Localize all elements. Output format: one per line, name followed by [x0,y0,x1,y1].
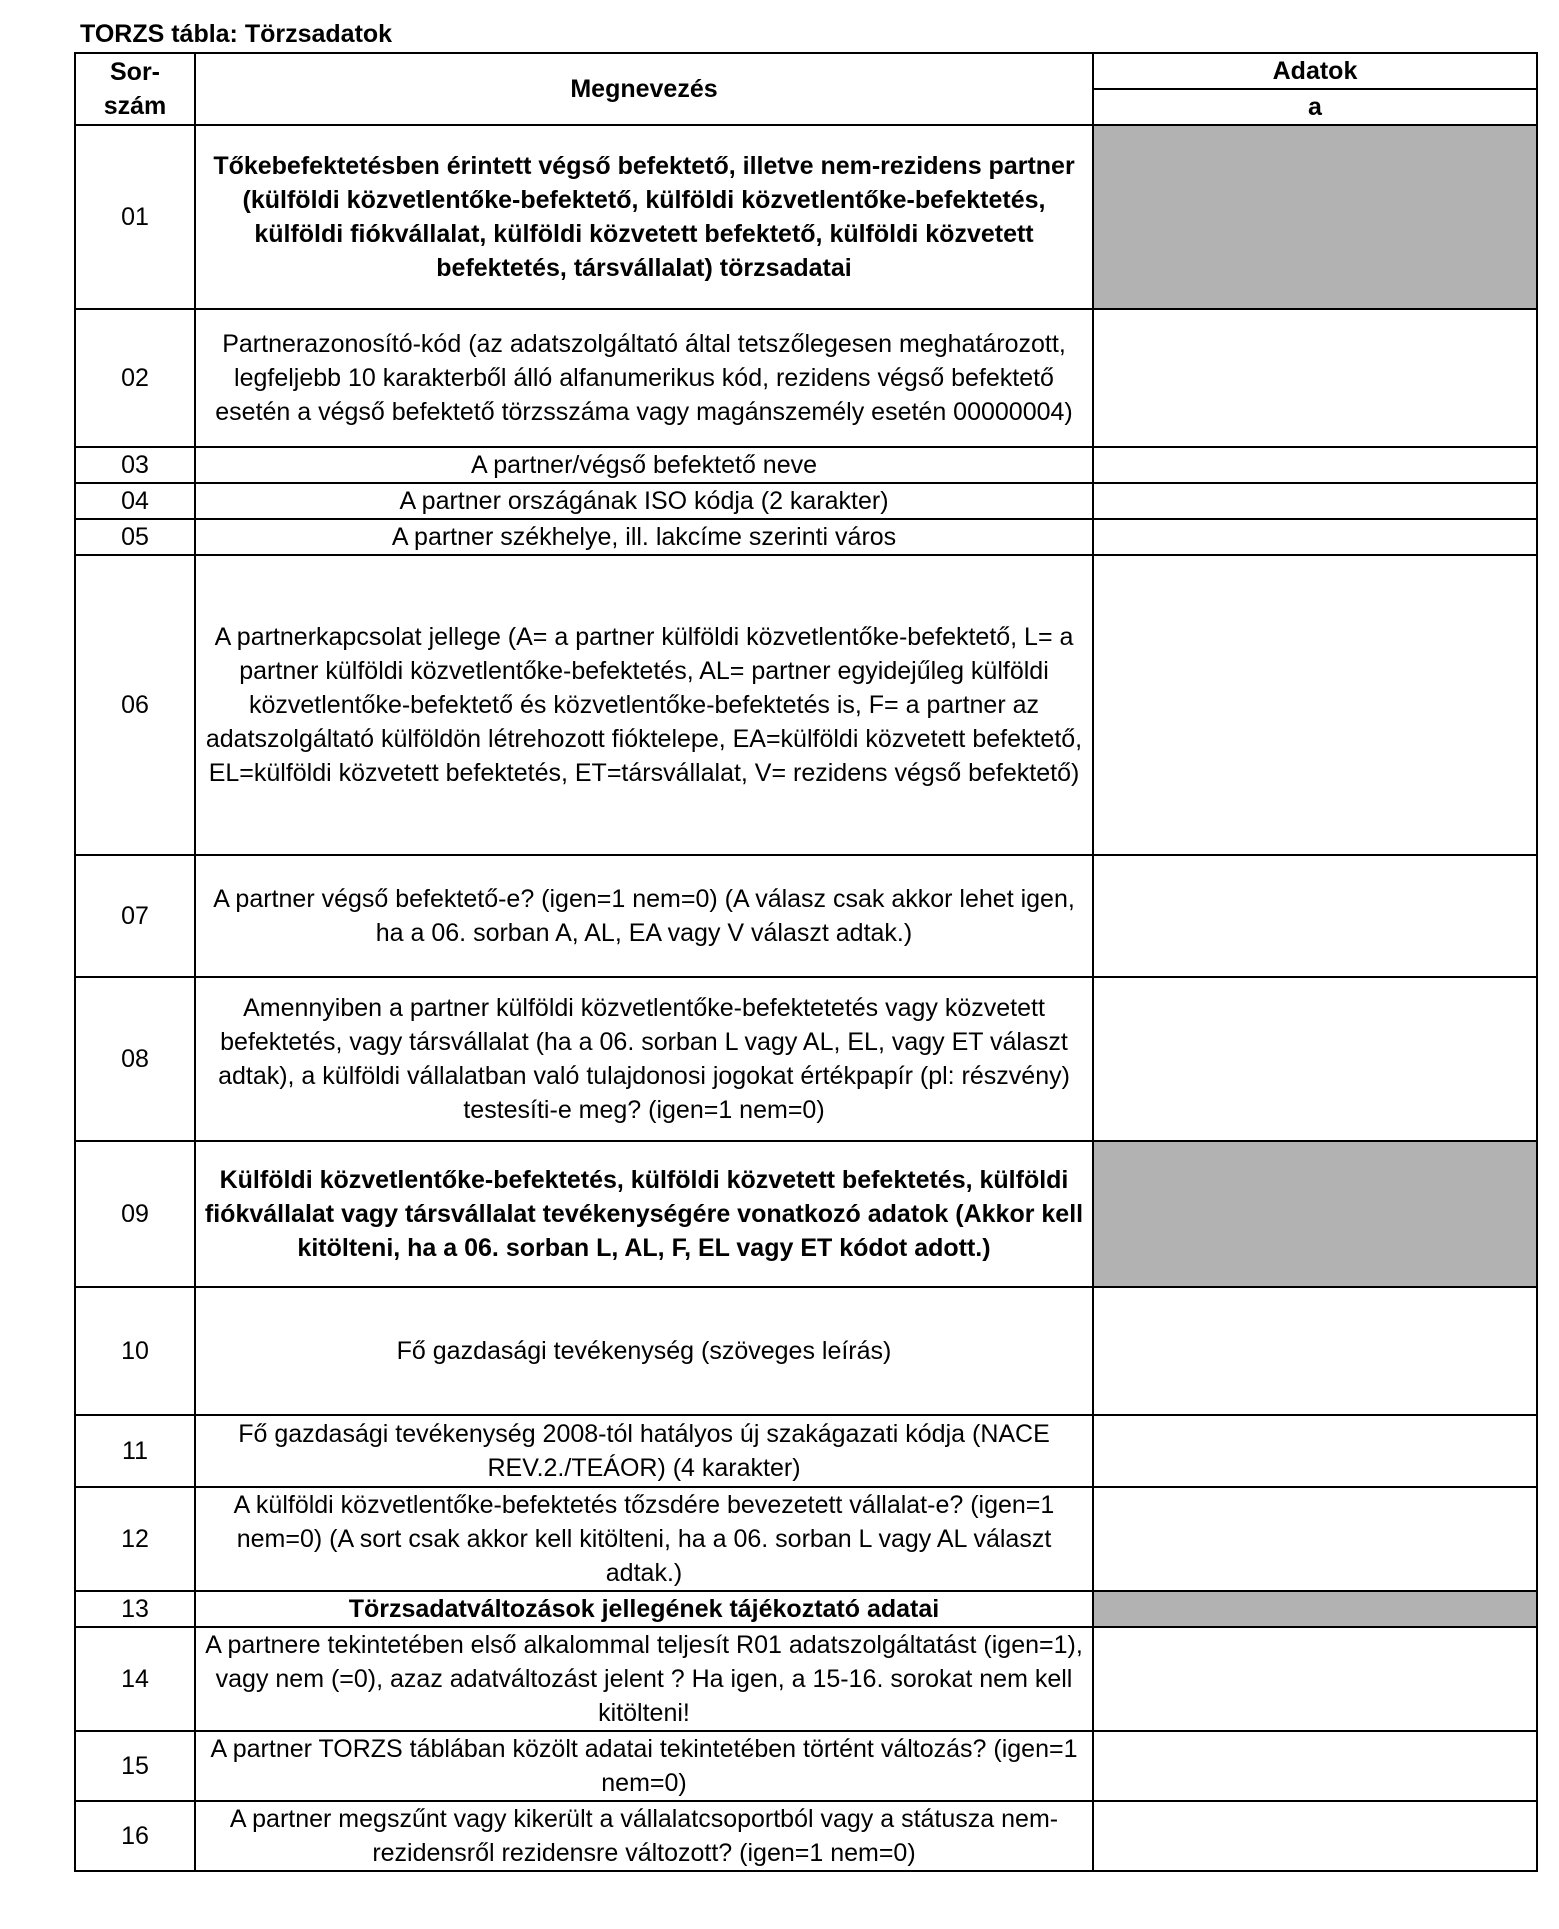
table-row [75,1415,1537,1487]
data-cell-a[interactable] [1093,483,1537,519]
row-number: 05 [75,519,195,555]
table-row [75,855,1537,977]
table-row [75,1141,1537,1287]
data-cell-a[interactable] [1093,1415,1537,1487]
row-number: 07 [75,855,195,977]
row-number: 12 [75,1487,195,1591]
row-description: Fő gazdasági tevékenység 2008-tól hatályos új szakágazati kódja (NACE REV.2./TEÁOR) (4 karakter) [195,1415,1093,1487]
header-adatok: Adatok [1093,53,1537,89]
row-number: 16 [75,1801,195,1871]
table-row [75,1801,1537,1871]
torzs-table [74,52,1538,1872]
data-cell-a[interactable] [1093,555,1537,855]
data-cell-a[interactable] [1093,1627,1537,1731]
table-row [75,1287,1537,1415]
row-description: A partner megszűnt vagy kikerült a vállalatcsoportból vagy a státusza nem-rezidensről rezidensre változott? (igen=1 nem=0) [195,1801,1093,1871]
row-description: A partnerkapcsolat jellege (A= a partner külföldi közvetlentőke-befektető, L= a partner külföldi közvetlentőke-befektetés, AL= partner egyidejűleg külföldi közvetlentőke-befektető és közvetlentőke-befektetés is, F= a partner az adatszolgáltató külföldön létrehozott fióktelepe, EA=külföldi közvetett befektető, EL=külföldi közvetett befektetés, ET=társvállalat, V= rezidens végső befektető) [195,555,1093,855]
table-row [75,977,1537,1141]
header-sorszam-label: Sor- szám [103,58,167,120]
header-sorszam [75,53,195,125]
row-description: A partner/végső befektető neve [195,447,1093,483]
table-row [75,555,1537,855]
row-number: 04 [75,483,195,519]
row-number: 13 [75,1591,195,1627]
data-cell-shaded [1093,1141,1537,1287]
row-description: A külföldi közvetlentőke-befektetés tőzsdére bevezetett vállalat-e? (igen=1 nem=0) (A sort csak akkor kell kitölteni, ha a 06. sorban L vagy AL választ adtak.) [195,1487,1093,1591]
row-description: A partner TORZS táblában közölt adatai tekintetében történt változás? (igen=1 nem=0) [195,1731,1093,1801]
row-description: Törzsadatváltozások jellegének tájékoztató adatai [195,1591,1093,1627]
header-megnevezes: Megnevezés [195,53,1093,125]
header-row [75,53,1537,89]
data-cell-a[interactable] [1093,855,1537,977]
data-cell-a[interactable] [1093,977,1537,1141]
row-number: 01 [75,125,195,309]
table-row [75,483,1537,519]
data-cell-a[interactable] [1093,1487,1537,1591]
row-description: A partner végső befektető-e? (igen=1 nem=0) (A válasz csak akkor lehet igen, ha a 06. sorban A, AL, EA vagy V választ adtak.) [195,855,1093,977]
row-description: A partner országának ISO kódja (2 karakter) [195,483,1093,519]
row-number: 15 [75,1731,195,1801]
row-description: Fő gazdasági tevékenység (szöveges leírás) [195,1287,1093,1415]
data-cell-a[interactable] [1093,519,1537,555]
row-description: Tőkebefektetésben érintett végső befektető, illetve nem-rezidens partner (külföldi közvetlentőke-befektető, külföldi közvetlentőke-befektetés, külföldi fiókvállalat, külföldi közvetett befektető, külföldi közvetett befektetés, társvállalat) törzsadatai [195,125,1093,309]
table-row [75,519,1537,555]
table-row [75,1627,1537,1731]
table-row [75,1487,1537,1591]
data-cell-a[interactable] [1093,447,1537,483]
row-number: 10 [75,1287,195,1415]
row-description: Külföldi közvetlentőke-befektetés, külföldi közvetett befektetés, külföldi fiókvállalat vagy társvállalat tevékenységére vonatkozó adatok (Akkor kell kitölteni, ha a 06. sorban L, AL, F, EL vagy ET kódot adott.) [195,1141,1093,1287]
data-cell-shaded [1093,1591,1537,1627]
table-row [75,1731,1537,1801]
header-column-a: a [1093,89,1537,125]
row-number: 14 [75,1627,195,1731]
table-row [75,309,1537,447]
table-row [75,125,1537,309]
row-number: 02 [75,309,195,447]
row-number: 11 [75,1415,195,1487]
row-number: 03 [75,447,195,483]
data-cell-a[interactable] [1093,309,1537,447]
data-cell-a[interactable] [1093,1287,1537,1415]
row-number: 09 [75,1141,195,1287]
data-cell-a[interactable] [1093,1731,1537,1801]
row-description: Partnerazonosító-kód (az adatszolgáltató által tetszőlegesen meghatározott, legfeljebb 10 karakterből álló alfanumerikus kód, rezidens végső befektető esetén a végső befektető törzsszáma vagy magánszemély esetén 00000004) [195,309,1093,447]
page-title: TORZS tábla: Törzsadatok [80,20,393,48]
data-cell-shaded [1093,125,1537,309]
table-row [75,1591,1537,1627]
row-number: 06 [75,555,195,855]
row-description: A partnere tekintetében első alkalommal teljesít R01 adatszolgáltatást (igen=1), vagy nem (=0), azaz adatváltozást jelent ? Ha igen, a 15-16. sorokat nem kell kitölteni! [195,1627,1093,1731]
row-description: Amennyiben a partner külföldi közvetlentőke-befektetetés vagy közvetett befektetés, vagy társvállalat (ha a 06. sorban L vagy AL, EL, vagy ET választ adtak), a külföldi vállalatban való tulajdonosi jogokat értékpapír (pl: részvény) testesíti-e meg? (igen=1 nem=0) [195,977,1093,1141]
row-description: A partner székhelye, ill. lakcíme szerinti város [195,519,1093,555]
table-row [75,447,1537,483]
data-cell-a[interactable] [1093,1801,1537,1871]
row-number: 08 [75,977,195,1141]
